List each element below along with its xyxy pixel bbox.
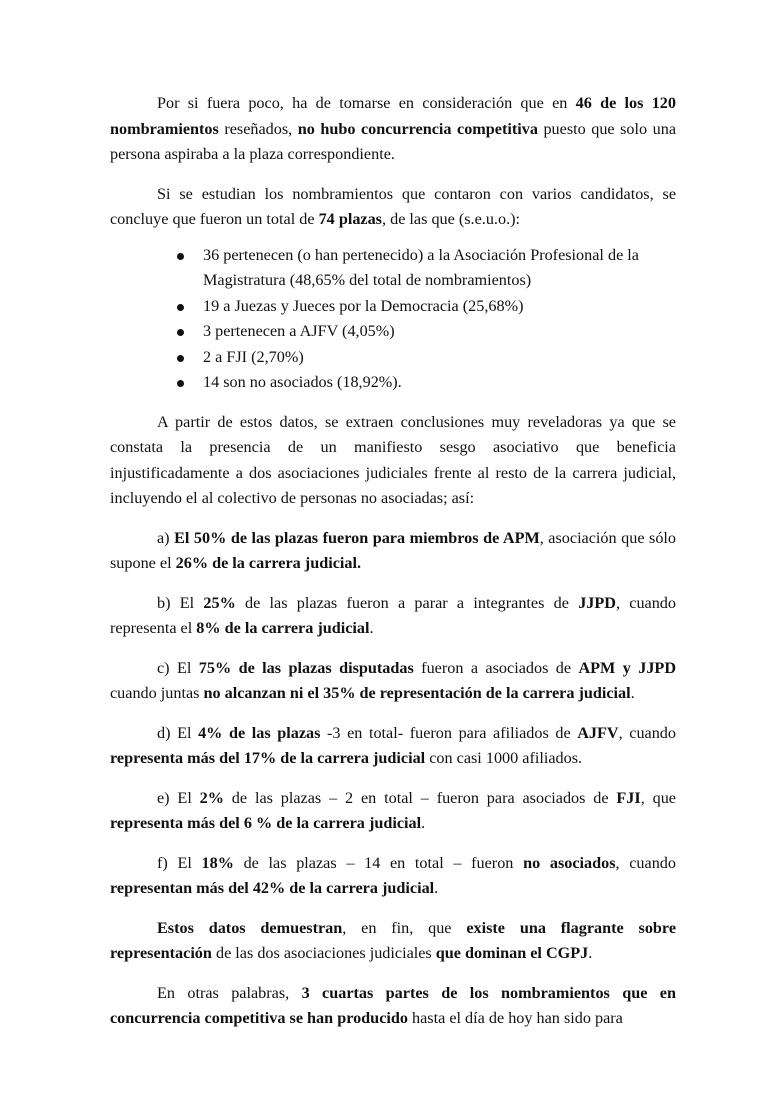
bullet-icon <box>177 355 184 362</box>
text: de las plazas – 2 en total – fueron para asociados de <box>223 788 617 807</box>
paragraph-item-f <box>110 851 676 902</box>
list-item <box>175 345 676 371</box>
bold-text: 46 de los 120 nombramientos <box>110 94 676 138</box>
text: . <box>588 944 593 962</box>
bullet-icon <box>177 253 184 260</box>
text: puesto que solo una persona aspiraba a la plaza correspondiente. <box>110 119 677 163</box>
bold-text: no alcanzan ni el 35% de representación de la carrera judicial <box>203 684 631 702</box>
bold-text: Estos datos demuestran <box>157 918 343 937</box>
bullet-list <box>110 243 676 396</box>
text: , asociación que sólo supone el <box>110 528 677 572</box>
list-item-text: 14 son no asociados (18,92%). <box>203 373 402 391</box>
paragraph-item-b <box>110 591 676 642</box>
paragraph-summary <box>110 916 676 967</box>
bold-text: representa más del 17% de la carrera judicial <box>110 749 426 767</box>
text: d) El <box>157 723 199 742</box>
text: f) El <box>157 853 202 872</box>
list-item <box>175 294 676 320</box>
bold-text: 25% <box>203 593 236 612</box>
text: Si se estudian los nombramientos que contaron con varios candidatos, se concluye que fueron un total de <box>110 184 676 228</box>
text: -3 en total- fueron para afiliados de <box>320 723 578 742</box>
paragraph-conclusions <box>110 410 676 512</box>
bold-text: existe una flagrante sobre representación <box>110 918 677 962</box>
text: con casi 1000 afiliados. <box>425 749 583 767</box>
bold-text: 26% de la carrera judicial. <box>175 554 362 572</box>
text: , cuando <box>618 723 676 742</box>
text: e) El <box>157 788 200 807</box>
text: . <box>630 684 635 702</box>
bold-text: JJPD <box>578 593 616 612</box>
text: de las plazas fueron a parar a integrantes de <box>235 593 579 612</box>
text: c) El <box>157 658 199 677</box>
bold-text: FJI <box>616 788 641 807</box>
text: A partir de estos datos, se extraen conclusiones muy reveladoras ya que se constata la presencia de un manifiesto sesgo asociativo que beneficia injustificadamente a dos asociaciones judiciales frente al resto de la carrera judicial, incluyendo el al colectivo de personas no asociadas; así: <box>110 412 676 507</box>
bold-text: 74 plazas <box>318 210 382 228</box>
text: , en fin, que <box>342 918 467 937</box>
bold-text: no asociados <box>523 853 616 872</box>
text: , cuando representa el <box>110 593 676 637</box>
bold-text: que dominan el CGPJ <box>435 944 589 962</box>
text: , que <box>640 788 676 807</box>
text: a) <box>157 528 175 547</box>
bullet-icon <box>177 304 184 311</box>
bullet-icon <box>177 329 184 336</box>
text: En otras palabras, <box>157 983 302 1002</box>
bold-text: 18% <box>201 853 234 872</box>
paragraph-final <box>110 981 676 1032</box>
list-item <box>175 370 676 396</box>
bold-text: representan más del 42% de la carrera judicial <box>110 879 435 897</box>
list-item-text: 19 a Juezas y Jueces por la Democracia (25,68%) <box>203 296 524 315</box>
bold-text: 8% de la carrera judicial <box>196 619 370 637</box>
text: fueron a asociados de <box>413 658 579 677</box>
bold-text: AJFV <box>577 723 619 742</box>
text: . <box>369 619 374 637</box>
text: hasta el día de hoy han sido para <box>407 1009 623 1027</box>
list-item-text: 2 a FJI (2,70%) <box>203 347 304 366</box>
bullet-icon <box>177 380 184 387</box>
document-body <box>110 91 676 1046</box>
paragraph-item-a <box>110 526 676 577</box>
text: de las dos asociaciones judiciales <box>211 944 436 962</box>
text: reseñados, <box>218 119 298 138</box>
bold-text: 3 cuartas partes de los nombramientos que en concurrencia competitiva se han producido <box>110 983 676 1027</box>
bold-text: APM y JJPD <box>578 658 677 677</box>
list-item <box>175 319 676 345</box>
list-item-text: 3 pertenecen a AJFV (4,05%) <box>203 322 395 340</box>
bold-text: 4% de las plazas <box>198 723 321 742</box>
paragraph-candidates <box>110 182 676 233</box>
text: , de las que (s.e.u.o.): <box>382 210 521 228</box>
bold-text: El 50% de las plazas fueron para miembros de APM <box>174 528 540 547</box>
text: . <box>434 879 439 897</box>
paragraph-item-d <box>110 721 676 772</box>
text: Por si fuera poco, ha de tomarse en consideración que en <box>157 94 576 112</box>
bold-text: 2% <box>199 788 224 807</box>
paragraph-item-c <box>110 656 676 707</box>
bold-text: no hubo concurrencia competitiva <box>297 119 538 138</box>
text: b) El <box>157 593 204 612</box>
text: de las plazas – 14 en total – fueron <box>233 853 524 872</box>
list-item-text: 36 pertenecen (o han pertenecido) a la Asociación Profesional de la Magistratura (48,65% del total de nombramientos) <box>203 245 639 289</box>
list-item <box>175 243 676 294</box>
bold-text: representa más del 6 % de la carrera judicial <box>110 814 422 832</box>
paragraph-intro <box>110 91 676 168</box>
text: cuando juntas <box>110 684 204 702</box>
bold-text: 75% de las plazas disputadas <box>198 658 414 677</box>
text: . <box>421 814 426 832</box>
paragraph-item-e <box>110 786 676 837</box>
text: , cuando <box>615 853 676 872</box>
